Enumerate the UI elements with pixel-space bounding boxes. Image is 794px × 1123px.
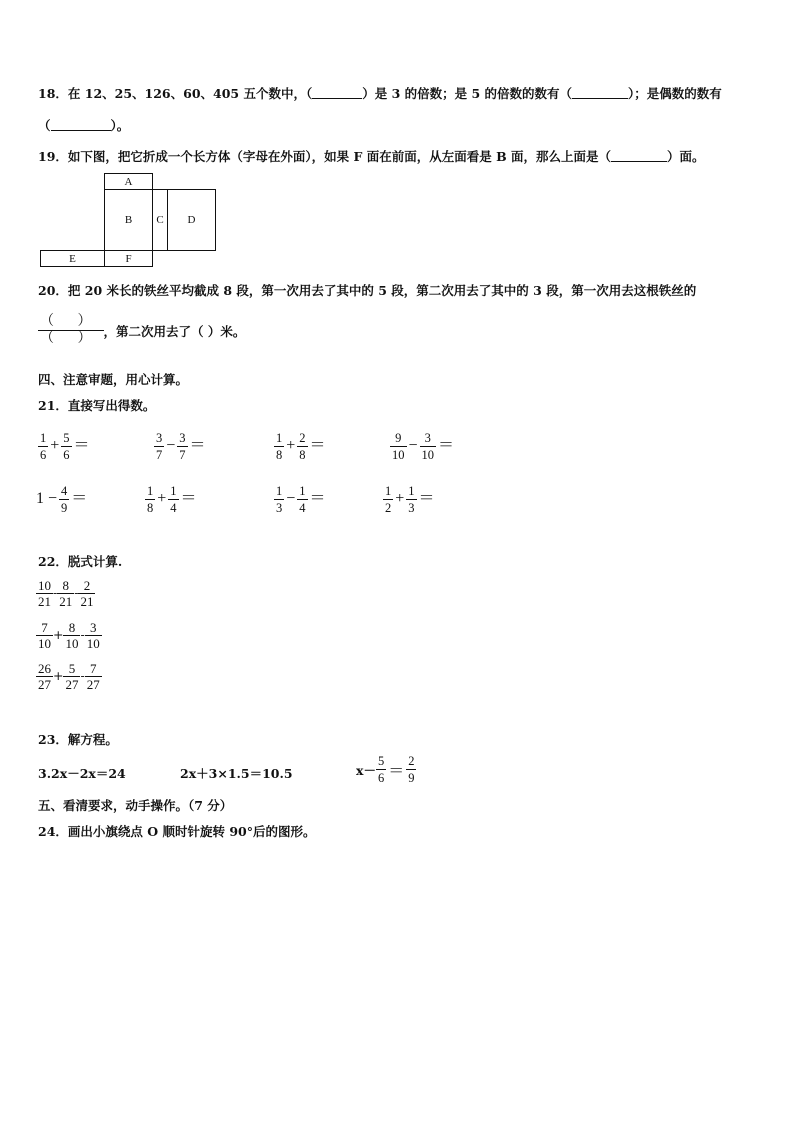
q19-blank[interactable] xyxy=(611,149,667,162)
net-face-d: D xyxy=(167,189,216,251)
q18-blank-1[interactable] xyxy=(312,86,362,99)
q21-item-3: $\frac{1}{8}$ + $\frac{2}{8}$ ＝ xyxy=(276,431,326,462)
q21-item-7: $\frac{1}{3}$ − $\frac{1}{4}$ ＝ xyxy=(276,484,326,515)
q23-equation-2: 2x＋3×1.5＝10.5 xyxy=(180,766,293,781)
section-5-heading: 五、看清要求，动手操作。（7 分） xyxy=(38,798,233,813)
q19-text: 19．如下图，把它折成一个长方体（字母在外面），如果 F 面在前面，从左面看是 B 面，那么上面是（ ）面。 xyxy=(38,149,705,164)
q21-item-5: 1 − $\frac{4}{9}$ ＝ xyxy=(36,484,88,515)
q21-item-6: $\frac{1}{8}$ + $\frac{1}{4}$ ＝ xyxy=(147,484,197,515)
net-face-f: F xyxy=(104,250,153,267)
q24-text: 24．画出小旗绕点 O 顺时针旋转 90°后的图形。 xyxy=(38,824,316,839)
q18-line2: （ ）。 xyxy=(38,118,130,133)
q20-fraction-blank[interactable]: $\frac{( )}{( )}$ xyxy=(40,314,102,346)
net-face-e: E xyxy=(40,250,105,267)
q20-line2: $\frac{( )}{( )}$ ，第二次用去了（ ）米。 xyxy=(40,314,246,346)
q22-title: 22．脱式计算. xyxy=(38,554,123,569)
q23-title: 23．解方程。 xyxy=(38,732,118,747)
q21-item-4: $\frac{9}{10}$ − $\frac{3}{10}$ ＝ xyxy=(392,431,455,462)
q21-item-8: $\frac{1}{2}$ + $\frac{1}{3}$ ＝ xyxy=(385,484,435,515)
net-face-a: A xyxy=(104,173,153,190)
q23-equation-1: 3.2x－2x＝24 xyxy=(38,766,126,781)
q22-expr-1: $\frac{10}{21}$ - $\frac{8}{21}$ - $\frac{2}{21}$ xyxy=(38,578,94,609)
q22-expr-3: $\frac{26}{27}$ + $\frac{5}{27}$ - $\frac{7}{27}$ xyxy=(38,661,100,692)
net-face-b: B xyxy=(104,189,153,251)
q18-line1: 18．在 12、25、126、60、405 五个数中，（ ）是 3 的倍数；是 5 的倍数的数有（ ）；是偶数的数有 xyxy=(38,86,722,101)
q21-item-2: $\frac{3}{7}$ − $\frac{3}{7}$ ＝ xyxy=(156,431,206,462)
q23-equation-3: x－ $\frac{5}{6}$ ＝ $\frac{2}{9}$ xyxy=(356,754,415,785)
q22-expr-2: $\frac{7}{10}$ + $\frac{8}{10}$ - $\frac{3}{10}$ xyxy=(38,620,100,651)
q21-title: 21．直接写出得数。 xyxy=(38,398,156,413)
section-4-heading: 四、注意审题，用心计算。 xyxy=(38,372,189,387)
q20-line1: 20．把 20 米长的铁丝平均截成 8 段，第一次用去了其中的 5 段，第二次用去了其中的 3 段，第一次用去这根铁丝的 xyxy=(38,283,697,298)
q18-blank-3[interactable] xyxy=(51,118,111,131)
q21-item-1: $\frac{1}{6}$ + $\frac{5}{6}$ ＝ xyxy=(40,431,90,462)
net-face-c: C xyxy=(152,189,168,251)
q18-blank-2[interactable] xyxy=(572,86,628,99)
